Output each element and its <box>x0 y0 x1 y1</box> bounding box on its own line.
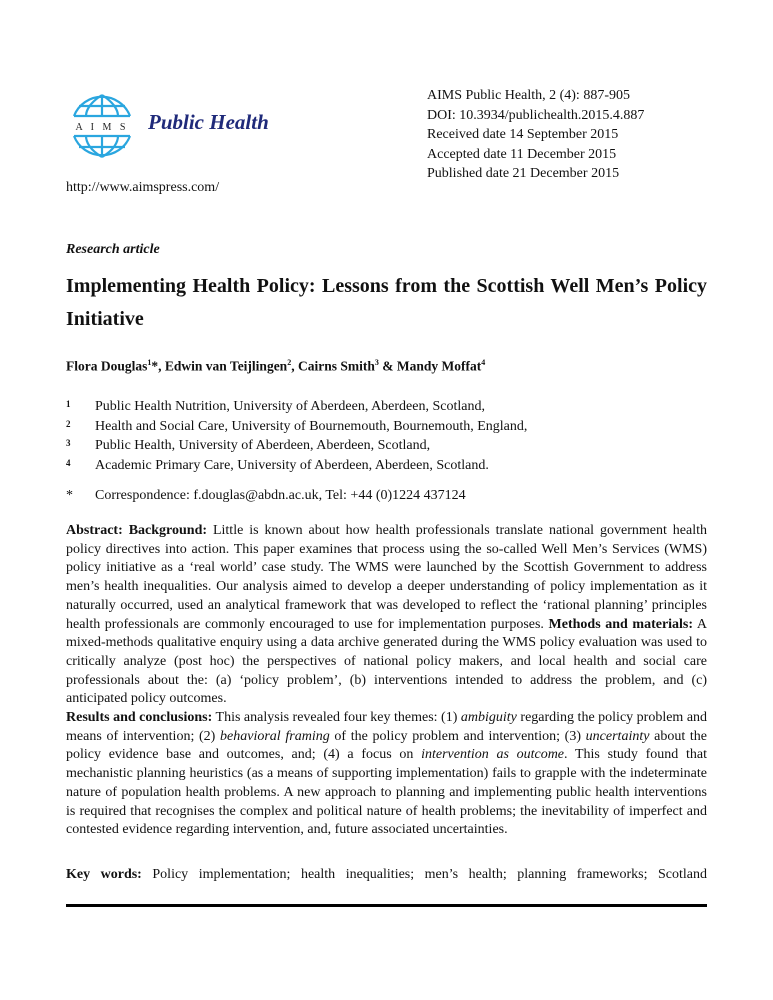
author: Flora Douglas <box>66 358 148 374</box>
author-list: Flora Douglas$^1$*, Edwin van Teijlingen$^2$, Cairns Smith$^3$ & Mandy Moffat$^4$ <box>66 358 486 374</box>
author-affil-sup: 3 <box>374 358 379 367</box>
correspondence-text: Correspondence: f.douglas@abdn.ac.uk, Tel: +44 (0)1224 437124 <box>95 488 466 503</box>
publication-meta <box>427 86 644 184</box>
citation: AIMS Public Health, 2 (4): 887-905 <box>427 88 630 103</box>
abstract: Abstract: Background: Little is known about how health professionals translate national government health policy directives into action. This paper examines that process using the so-called Well Men’s Services (WMS) policy initiative as a ‘real world’ case study. The WMS were launched by the Scottish Government to address men’s health inequalities. Our analysis aimed to develop a deeper understanding of policy implementation as it naturally occurred, used an analytical framework that was developed to reflect the ‘rational planning’ principles health professionals are commonly encouraged to use for implementation purposes. Methods and materials: A mixed-methods qualitative enquiry using a data archive generated during the WMS policy evaluation was used to critically analyze (post hoc) the perspectives of national policy makers, and local health and social care professionals about the: (a) ‘policy problem’, (b) interventions intended to address the problem, and (c) anticipated policy outcomes. Results and conclusions: This analysis revealed four key themes: (1) ambiguity regarding the policy problem and means of intervention; (2) behavioral framing of the policy problem and intervention; (3) uncertainty about the policy evidence base and outcomes, and; (4) a focus on intervention as outcome. This study found that mechanistic planning heuristics (as a means of supporting implementation) fails to grapple with the indeterminate nature of population health problems. A new approach to planning and implementing public health interventions is required that recognises the complex and political nature of health problems; the inevitability of imperfect and contested evidence regarding intervention, and, future associated uncertainties. <box>66 523 708 838</box>
published-date: Published date 21 December 2015 <box>427 166 620 181</box>
svg-text:A I M S: A I M S <box>75 122 129 133</box>
abstract-methods: A mixed-methods qualitative enquiry using a data archive generated during the WMS policy evaluation was used to critically analyze (post hoc) the perspectives of national policy makers, and local health and social care professionals about the: (a) ‘policy problem’, (b) interventions intended to address the problem, and (c) anticipated policy outcomes. <box>66 616 707 707</box>
doi: DOI: 10.3934/publichealth.2015.4.887 <box>427 107 645 123</box>
affiliation: 4 Academic Primary Care, University of Aberdeen, Aberdeen, Scotland. <box>66 457 489 473</box>
author: Cairns Smith <box>297 358 375 374</box>
accepted-date: Accepted date 11 December 2015 <box>427 146 617 162</box>
corresponding-mark: * <box>151 358 159 374</box>
correspondence: * Correspondence: f.douglas@abdn.ac.uk, Tel: +44 (0)1224 437124 <box>66 488 466 503</box>
affiliation: 3 Public Health, University of Aberdeen, Aberdeen, Scotland, <box>66 438 431 453</box>
section-divider <box>66 904 707 907</box>
author: Edwin van Teijlingen <box>164 358 288 374</box>
keywords: Key words: Policy implementation; health inequalities; men’s health; planning frameworks; Scotland <box>66 867 708 882</box>
journal-name: Public Health <box>148 110 269 134</box>
author-affil-sup: 2 <box>287 358 292 367</box>
aims-globe-logo-icon <box>66 90 138 162</box>
author: Mandy Moffat <box>396 358 482 374</box>
received-date: Received date 14 September 2015 <box>427 127 619 142</box>
affiliation-list <box>66 397 527 475</box>
abstract-background: Little is known about how health professionals translate national government health policy directives into action. This paper examines that process using the so-called Well Men’s Services (WMS) policy initiative as a ‘real world’ case study. The WMS were launched by the Scottish Government to address men’s health inequalities. Our analysis aimed to develop a deeper understanding of policy implementation as it naturally occurred, used an analytical framework that was developed to reflect the ‘rational planning’ principles health professionals are commonly encouraged to use for implementation purposes. <box>66 523 707 632</box>
affiliation: 2 Health and Social Care, University of Bournemouth, Bournemouth, England, <box>66 418 528 434</box>
author-affil-sup: 1 <box>147 358 152 367</box>
journal-url-link[interactable]: http://www.aimspress.com/ <box>66 180 220 195</box>
article-title: Implementing Health Policy: Lessons from the Scottish Well Men’s Policy Initiative <box>66 275 707 330</box>
author-affil-sup: 4 <box>481 358 486 367</box>
affiliation: 1 Public Health Nutrition, University of Aberdeen, Aberdeen, Scotland, <box>66 399 485 414</box>
article-type: Research article <box>66 242 160 257</box>
